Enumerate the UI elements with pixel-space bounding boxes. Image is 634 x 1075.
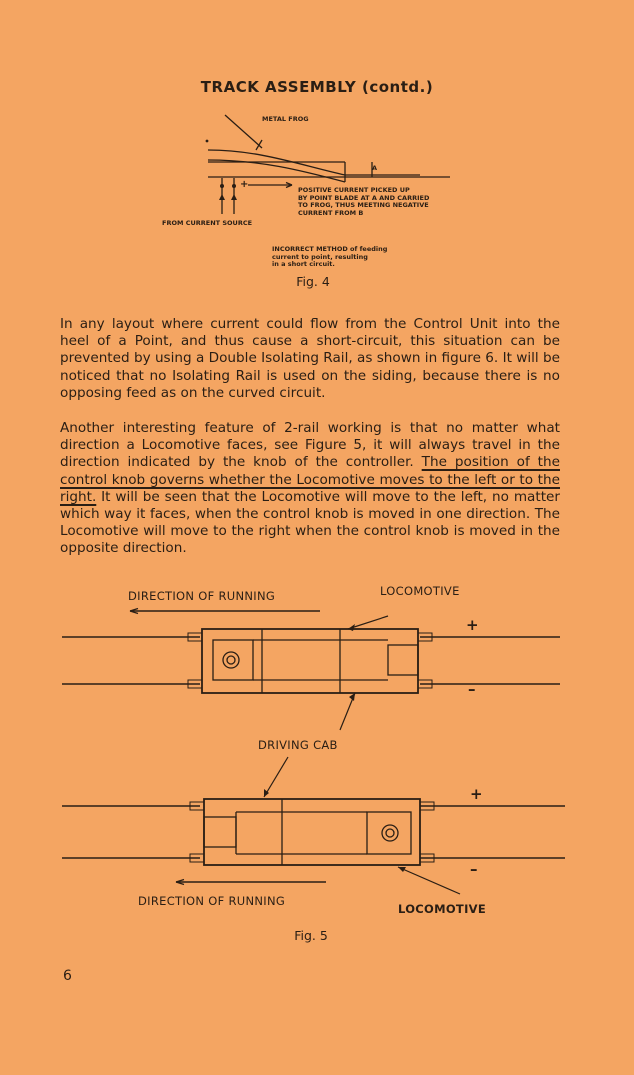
positive-current-note: POSITIVE CURRENT PICKED UP BY POINT BLADE AT A AND CARRIED TO FROG, THUS MEETING NEGATIVE CURRENT FROM B bbox=[298, 186, 430, 217]
direction-of-running-top: DIRECTION OF RUNNING bbox=[128, 589, 276, 603]
driving-cab-label: DRIVING CAB bbox=[258, 738, 338, 752]
locomotive-label-bottom: LOCOMOTIVE bbox=[398, 902, 487, 916]
paragraph-2-part-c: It will be seen that the Locomotive will move to the left, no matter which way it faces, when the control knob is moved in one direction. The Locomotive will move to the right when the control knob is moved in the opposite direction. bbox=[60, 488, 561, 557]
plus-top: + bbox=[466, 616, 479, 634]
plus-bottom: + bbox=[470, 785, 483, 803]
incorrect-method-note: INCORRECT METHOD of feeding current to point, resulting in a short circuit. bbox=[272, 245, 388, 268]
plus-label: + bbox=[240, 179, 249, 190]
fig4-caption: Fig. 4 bbox=[296, 274, 330, 289]
minus-top: – bbox=[468, 680, 476, 698]
current-source-label: FROM CURRENT SOURCE bbox=[162, 219, 253, 227]
point-a-label: A bbox=[372, 164, 378, 172]
page-number: 6 bbox=[63, 968, 72, 984]
minus-bottom: – bbox=[470, 860, 478, 878]
page-heading: TRACK ASSEMBLY (contd.) bbox=[200, 78, 434, 96]
direction-of-running-bottom: DIRECTION OF RUNNING bbox=[138, 894, 286, 908]
paragraph-2-part-a: Another interesting feature of 2-rail working is that no matter what direction a Locomotive faces, see Figure 5, it will always travel in the direction indicated by the knob of the controller. bbox=[60, 420, 560, 471]
locomotive-label-top: LOCOMOTIVE bbox=[380, 584, 460, 598]
metal-frog-label: METAL FROG bbox=[262, 115, 309, 123]
paragraph-2-underlined: The position of the control knob governs whether the Locomotive moves to the left or to the right. bbox=[60, 454, 560, 505]
paragraph-1: In any layout where current could flow from the Control Unit into the heel of a Point, and thus cause a short-circuit, this situation can be prevented by using a Double Isolating Rail, as shown in figure 6. It will be noticed that no Isolating Rail is used on the siding, because there is no opposing feed as on the curved circuit. bbox=[60, 316, 560, 401]
fig5-caption: Fig. 5 bbox=[294, 928, 328, 943]
